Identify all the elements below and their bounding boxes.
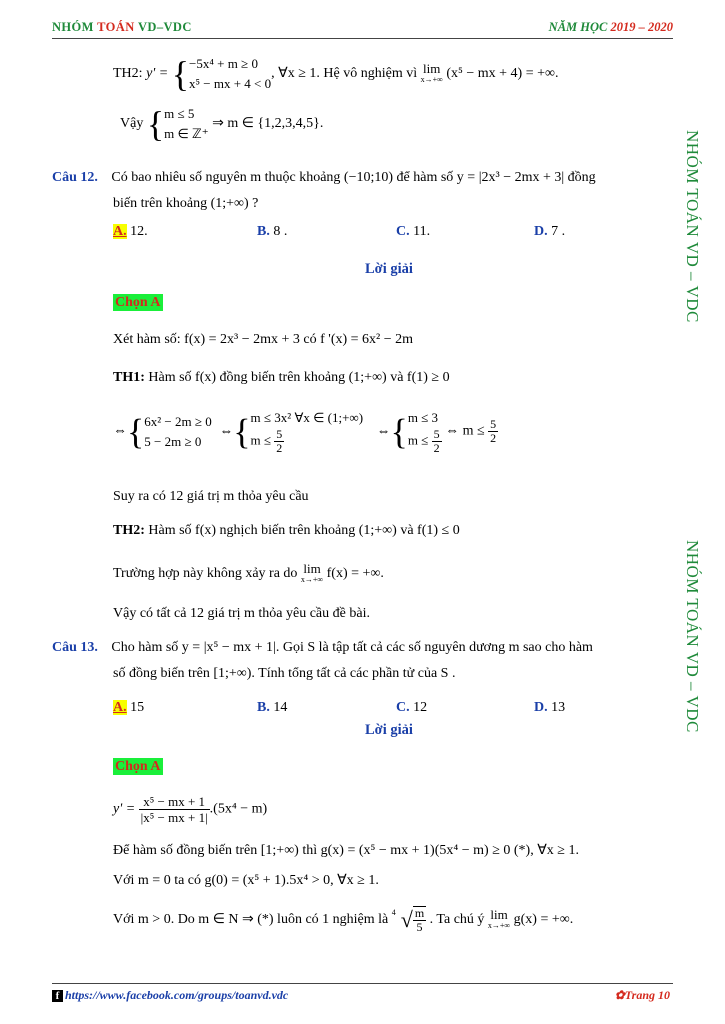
q13-answer-choice: Chọn A xyxy=(115,759,161,774)
facebook-icon: f xyxy=(52,990,63,1002)
footer-page-number: ✿Trang 10 xyxy=(614,988,670,1002)
q13-case-m-positive: Với m > 0. Do m ∈ N ⇒ (*) luôn có 1 nghiệm là 4 √ $\frac{m}{5}$ . Ta chú ý lim x→+∞ g(x) = +∞. xyxy=(113,906,574,934)
footer-rule xyxy=(52,983,673,984)
q13-fourth-root: 4 √ $\frac{m}{5}$ xyxy=(391,906,425,934)
q12-option-a: A. 12. xyxy=(113,224,148,239)
fraction-five-halves: $\frac{5}{2}$ xyxy=(490,417,497,445)
q13-case-m-zero: Với m = 0 ta có g(0) = (x⁵ + 1).5x⁴ > 0, ∀x ≥ 1. xyxy=(113,873,379,888)
side-label-bottom: NHÓM TOÁN VD – VDC xyxy=(683,540,702,733)
q12-case1-conclusion: Suy ra có 12 giá trị m thỏa yêu cầu xyxy=(113,489,309,504)
q12-case1: TH1: Hàm số f(x) đồng biến trên khoảng (1;+∞) và f(1) ≥ 0 xyxy=(113,370,450,385)
q12-final-conclusion: Vậy có tất cả 12 giá trị m thỏa yêu cầu đề bài. xyxy=(113,606,370,621)
footer-link[interactable]: f https://www.facebook.com/groups/toanvd.vdc xyxy=(52,988,288,1003)
q12-statement-line2: biến trên khoảng (1;+∞) ? xyxy=(113,196,259,211)
q13-derivative-fraction: $\frac{\text{x⁵ − mx + 1}}{\text{|x⁵ − mx + 1|}}$ xyxy=(140,794,208,825)
prev-th2-line: TH2: y' = { −5x⁴ + m ≥ 0 x⁵ − mx + 4 < 0 , ∀x ≥ 1. Hệ vô nghiệm vì lim x→+∞ (x⁵ − mx + 4) = +∞. xyxy=(113,54,559,94)
prev-vay-system: m ≤ 5 m ∈ ℤ⁺ xyxy=(164,106,209,141)
q13-statement-line2: số đồng biến trên [1;+∞). Tính tổng tất cả các phần tử của S . xyxy=(113,666,456,681)
fraction-five-halves: $\frac{5}{2}$ xyxy=(276,427,283,455)
q12-option-c: C. 11. xyxy=(396,224,431,239)
q13-derivative: y' = $\frac{\text{x⁵ − mx + 1}}{\text{|x⁵ − mx + 1|}}$ .(5x⁴ − m) xyxy=(113,794,268,825)
q12-option-b: B. 8 . xyxy=(257,224,288,239)
q12-consider-function: Xét hàm số: f(x) = 2x³ − 2mx + 3 có f '(x) = 6x² − 2m xyxy=(113,332,414,347)
prev-th2-system: −5x⁴ + m ≥ 0 x⁵ − mx + 4 < 0 xyxy=(189,56,272,91)
q12-solution-heading: Lời giải xyxy=(365,261,413,277)
q12-case2: TH2: Hàm số f(x) nghịch biến trên khoảng (1;+∞) và f(1) ≤ 0 xyxy=(113,523,460,538)
q12-label: Câu 12. xyxy=(52,170,98,185)
header-rule xyxy=(52,38,673,39)
q12-answer-choice: Chọn A xyxy=(115,295,161,310)
q13-condition: Để hàm số đồng biến trên [1;+∞) thì g(x) = (x⁵ − mx + 1)(5x⁴ − m) ≥ 0 (*), ∀x ≥ 1. xyxy=(113,843,579,858)
limit-symbol: lim x→+∞ xyxy=(487,907,511,930)
q13-option-b: B. 14 xyxy=(257,700,288,715)
q12-option-d: D. 7 . xyxy=(534,224,566,239)
q12-case2-reason: Trường hợp này không xảy ra do lim x→+∞ f(x) = +∞. xyxy=(113,561,384,584)
limit-symbol: lim x→+∞ xyxy=(300,561,324,584)
header-school-year: NĂM HỌC 2019 – 2020 xyxy=(548,20,673,34)
q13-statement-line1: Câu 13. Cho hàm số y = |x⁵ − mx + 1|. Gọi S là tập tất cả các số nguyên dương m sao cho hàm xyxy=(52,640,593,655)
q13-option-c: C. 12 xyxy=(396,700,428,715)
q12-statement-line1: Câu 12. Có bao nhiêu số nguyên m thuộc khoảng (−10;10) để hàm số y = |2x³ − 2mx + 3| đồng xyxy=(52,170,596,185)
q12-case1-derivation: ⇔{ 6x² − 2m ≥ 0 5 − 2m ≥ 0 ⇔{ m ≤ 3x² ∀x ∈ (1;+∞) m ≤ $\frac{5}{2}$ ⇔{ m ≤ 3 m ≤ $\frac{5}{2}$ ⇔ m ≤ $\frac{5}{2}$ xyxy=(113,410,497,455)
q12-system-2: m ≤ 3x² ∀x ∈ (1;+∞) m ≤ $\frac{5}{2}$ xyxy=(250,410,364,455)
q13-option-a: A. 15 xyxy=(113,700,145,715)
q13-solution-heading: Lời giải xyxy=(365,722,413,738)
q13-label: Câu 13. xyxy=(52,640,98,655)
header-group-name: NHÓM TOÁN VD–VDC xyxy=(52,20,192,34)
q12-system-3: m ≤ 3 m ≤ $\frac{5}{2}$ xyxy=(407,410,440,455)
flower-icon: ✿ xyxy=(614,988,625,1002)
prev-conclusion-line: Vậy { m ≤ 5 m ∈ ℤ⁺ ⇒ m ∈ {1,2,3,4,5}. xyxy=(120,104,324,144)
q12-system-1: 6x² − 2m ≥ 0 5 − 2m ≥ 0 xyxy=(144,413,212,449)
q13-option-d: D. 13 xyxy=(534,700,566,715)
side-label-top: NHÓM TOÁN VD – VDC xyxy=(683,130,702,323)
limit-symbol: lim x→+∞ xyxy=(420,61,443,84)
fraction-five-halves: $\frac{5}{2}$ xyxy=(433,427,440,455)
